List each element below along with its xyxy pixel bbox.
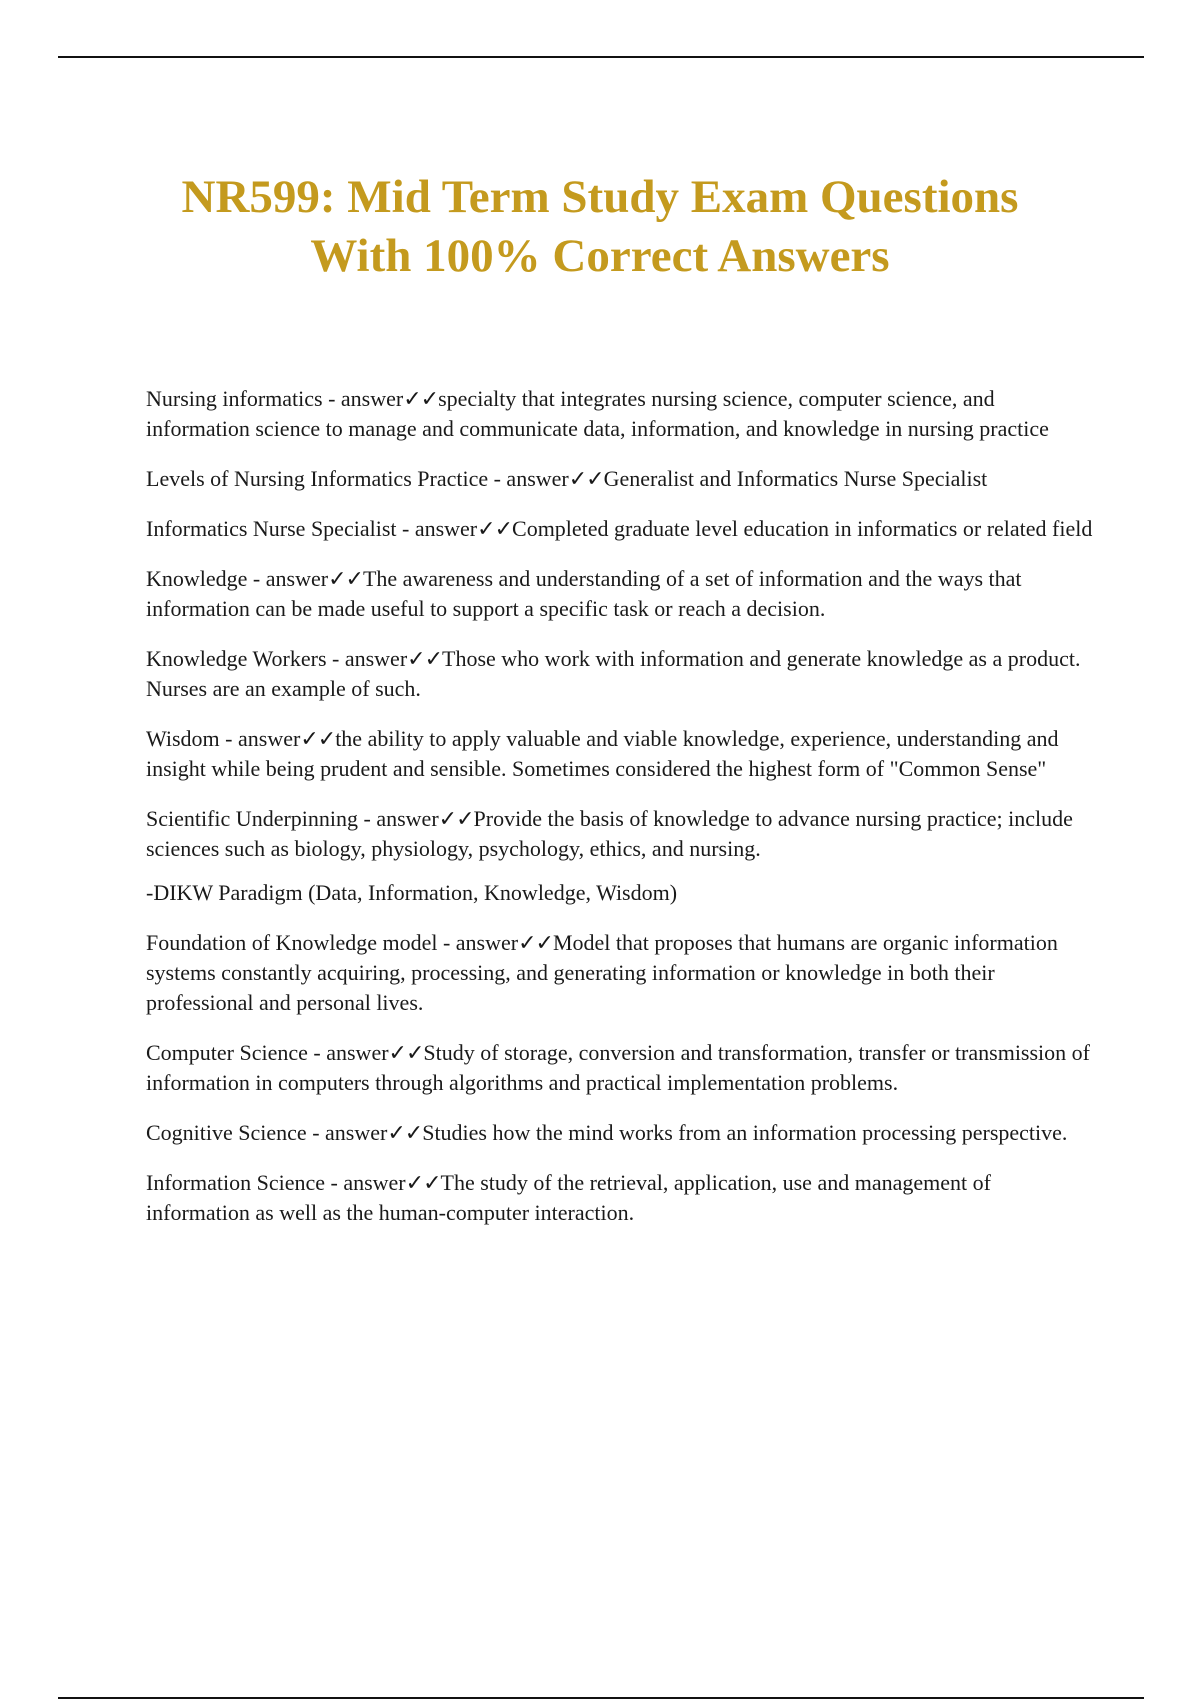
checkmark-icon: ✓✓ (518, 930, 553, 955)
entry-answer: Generalist and Informatics Nurse Specialist (603, 466, 988, 491)
qa-entry (146, 464, 1094, 494)
entry-term: Wisdom (146, 726, 220, 751)
bottom-rule (58, 1697, 1144, 1699)
entry-term: Nursing informatics (146, 386, 323, 411)
checkmark-icon: ✓✓ (328, 566, 363, 591)
entry-separator: - answer (219, 726, 301, 751)
entry-separator: - answer (307, 1040, 389, 1065)
entry-separator: - answer (396, 516, 478, 541)
entry-answer: Study of storage, conversion and transformation, transfer or transmission of information in computers through algorithms and practical implementation problems. (146, 1040, 1090, 1095)
entry-term: Levels of Nursing Informatics Practice (146, 466, 489, 491)
entry-separator: - answer (437, 930, 519, 955)
checkmark-icon: ✓✓ (407, 646, 443, 671)
title-line-1: NR599: Mid Term Study Exam Questions (181, 171, 1019, 223)
entry-separator: - answer (488, 466, 569, 491)
qa-entry (146, 1118, 1094, 1148)
entry-term: Foundation of Knowledge model (146, 930, 438, 955)
entry-separator: - answer (322, 386, 404, 411)
standalone-line: -DIKW Paradigm (Data, Information, Knowledge, Wisdom) (146, 880, 678, 905)
entry-answer: specialty that integrates nursing science, computer science, and information science to manage and communicate data, information, and knowledge in nursing practice (146, 386, 1049, 441)
entry-answer: Completed graduate level education in informatics or related field (512, 516, 1093, 541)
checkmark-icon: ✓✓ (438, 806, 474, 831)
qa-entry (146, 804, 1094, 864)
title-line-2: With 100% Correct Answers (310, 230, 890, 282)
checkmark-icon: ✓✓ (405, 1170, 441, 1195)
checkmark-icon: ✓✓ (300, 726, 336, 751)
entry-answer: Those who work with information and generate knowledge as a product. Nurses are an example of such. (146, 646, 1081, 701)
qa-entry (146, 514, 1094, 544)
document-title (100, 168, 1100, 286)
entry-separator: - answer (306, 1120, 388, 1145)
entry-answer: Model that proposes that humans are organic information systems constantly acquiring, processing, and generating information or knowledge in both their professional and personal lives. (146, 930, 1058, 1015)
entry-term: Cognitive Science (146, 1120, 307, 1145)
entry-answer: the ability to apply valuable and viable knowledge, experience, understanding and insight while being prudent and sensible. Sometimes considered the highest form of "Common Sense" (146, 726, 1059, 781)
entry-term: Knowledge Workers (146, 646, 327, 671)
entry-term: Knowledge (146, 566, 248, 591)
checkmark-icon: ✓✓ (477, 516, 513, 541)
qa-list (146, 384, 1094, 1248)
entry-separator: - answer (326, 646, 408, 671)
checkmark-icon: ✓✓ (388, 1040, 424, 1065)
entry-answer: The awareness and understanding of a set of information and the ways that information can be made useful to support a specific task or reach a decision. (146, 566, 1022, 621)
entry-answer: Provide the basis of knowledge to advance nursing practice; include sciences such as biology, physiology, psychology, ethics, and nursing. (146, 806, 1073, 861)
qa-entry (146, 384, 1094, 444)
checkmark-icon: ✓✓ (387, 1120, 423, 1145)
top-rule (58, 56, 1144, 58)
entry-separator: - answer (358, 806, 439, 831)
entry-term: Scientific Underpinning (146, 806, 359, 831)
qa-entry (146, 928, 1094, 1018)
entry-answer: The study of the retrieval, application, use and management of information as well as the human-computer interaction. (146, 1170, 991, 1225)
entry-separator: - answer (325, 1170, 406, 1195)
entry-term: Computer Science (146, 1040, 308, 1065)
qa-entry (146, 724, 1094, 784)
entry-answer: Studies how the mind works from an information processing perspective. (422, 1120, 1068, 1145)
qa-entry (146, 644, 1094, 704)
qa-entry (146, 564, 1094, 624)
qa-entry (146, 1168, 1094, 1228)
entry-term: Informatics Nurse Specialist (146, 516, 397, 541)
entry-term: Information Science (146, 1170, 325, 1195)
entry-separator: - answer (247, 566, 329, 591)
checkmark-icon: ✓✓ (403, 386, 439, 411)
qa-entry (146, 1038, 1094, 1098)
checkmark-icon: ✓✓ (568, 466, 604, 491)
